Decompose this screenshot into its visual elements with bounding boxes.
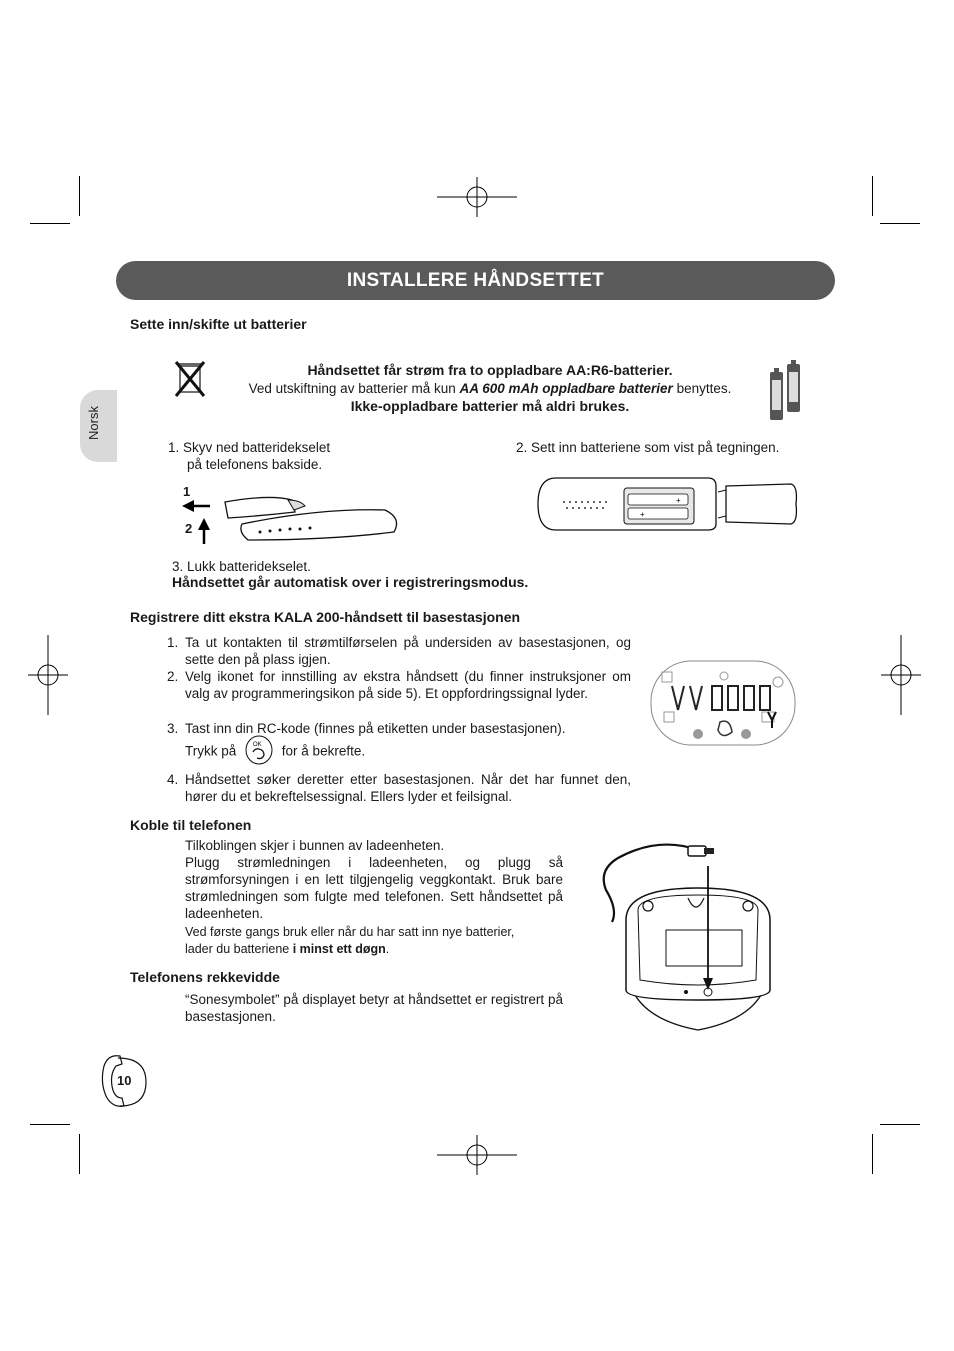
register-step-4 xyxy=(167,771,631,805)
step1-line2: på telefonens bakside. xyxy=(187,457,323,472)
battery-insert-illustration xyxy=(536,474,801,534)
battery-notice-line2-a: Ved utskiftning av batterier må kun xyxy=(248,381,460,396)
ok-key-icon xyxy=(244,735,274,765)
connect-small-line2: lader du batteriene xyxy=(185,942,293,956)
register-step-2-num: 2. xyxy=(167,669,179,684)
register-step-3-num: 3. xyxy=(167,721,179,736)
battery-notice-line1: Håndsettet får strøm fra to oppladbare AA:R6-batterier. xyxy=(307,362,673,378)
language-tab-label: Norsk xyxy=(86,406,101,440)
language-tab xyxy=(80,390,117,462)
section-heading-range: Telefonens rekkevidde xyxy=(130,969,280,985)
register-step-4-text: Håndsettet søker deretter etter basestasjonen. Når det har funnet den, hører du et bekreftelsessignal. Ellers lyder et feilsignal. xyxy=(185,772,631,804)
connect-small-end: . xyxy=(385,942,390,956)
register-step-4-num: 4. xyxy=(167,772,179,787)
connect-para2: Plugg strømledningen i ladeenheten, og plugg så strømforsyningen i en lett tilgjengelig veggkontakt. Bruk bare strømledningen som fulgte med telefonen. Sett håndsettet på ladeenheten. xyxy=(185,855,563,921)
battery-cover-removal-illustration xyxy=(180,488,410,548)
section-heading-register: Registrere ditt ekstra KALA 200-håndsett til basestasjonen xyxy=(130,609,521,625)
step1-text xyxy=(168,439,330,473)
page-number: 10 xyxy=(117,1073,132,1088)
step2-text: 2. Sett inn batteriene som vist på tegningen. xyxy=(516,440,780,455)
connect-small-bold: i minst ett døgn xyxy=(292,942,386,956)
arrow2-label: 2 xyxy=(185,521,193,536)
step3-bold-text: Håndsettet går automatisk over i registreringsmodus. xyxy=(172,574,529,590)
register-step-2 xyxy=(167,668,631,702)
svg-text:+: + xyxy=(640,510,645,519)
register-step-3-text: Tast inn din RC-kode (finnes på etiketten under basestasjonen). xyxy=(185,721,566,736)
register-confirm-line xyxy=(185,737,365,767)
battery-notice xyxy=(220,362,760,415)
battery-notice-line3: Ikke-oppladbare batterier må aldri brukes. xyxy=(350,398,630,414)
registration-mark-top xyxy=(437,177,517,217)
register-step-1 xyxy=(167,634,631,668)
charger-base-illustration xyxy=(598,840,783,1035)
no-disposal-bin-icon xyxy=(176,360,206,398)
register-step-3 xyxy=(167,720,631,737)
aa-batteries-icon xyxy=(768,360,808,424)
connect-para1: Tilkoblingen skjer i bunnen av ladeenheten. xyxy=(185,838,445,853)
registration-mark-bottom xyxy=(437,1135,517,1175)
registration-mark-right xyxy=(881,635,921,715)
battery-notice-line2-c: benyttes. xyxy=(672,381,732,396)
register-step-1-num: 1. xyxy=(167,635,179,650)
ok-key-label: OK xyxy=(253,742,262,748)
step3-text: 3. Lukk batteridekselet. xyxy=(172,559,311,574)
arrow1-label: 1 xyxy=(183,484,191,499)
battery-notice-line2-b: AA 600 mAh oppladbare batterier xyxy=(459,381,673,396)
handset-display-illustration xyxy=(650,660,796,746)
section-heading-connect: Koble til telefonen xyxy=(130,817,252,833)
register-step-1-text: Ta ut kontakten til strømtilførselen på undersiden av basestasjonen, og sette den på plass igjen. xyxy=(185,635,631,667)
section-heading-batteries: Sette inn/skifte ut batterier xyxy=(130,316,307,332)
confirm-prefix: Trykk på xyxy=(185,743,237,759)
confirm-suffix: for å bekrefte. xyxy=(281,743,366,759)
page-title: INSTALLERE HÅNDSETTET xyxy=(116,261,835,300)
registration-mark-left xyxy=(28,635,68,715)
register-step-2-text: Velg ikonet for innstilling av ekstra håndsett (du finner instruksjoner om valg av programmeringsikon på side 5). Et oppfordringssignal lyder. xyxy=(185,669,631,701)
range-text: “Sonesymbolet” på displayet betyr at håndsettet er registrert på basestasjonen. xyxy=(185,992,563,1024)
connect-small-line1: Ved første gangs bruk eller når du har satt inn nye batterier, xyxy=(185,925,515,939)
svg-text:+: + xyxy=(676,496,681,505)
step1-line1: 1. Skyv ned batteridekselet xyxy=(168,440,331,455)
connect-small-note xyxy=(185,924,514,958)
